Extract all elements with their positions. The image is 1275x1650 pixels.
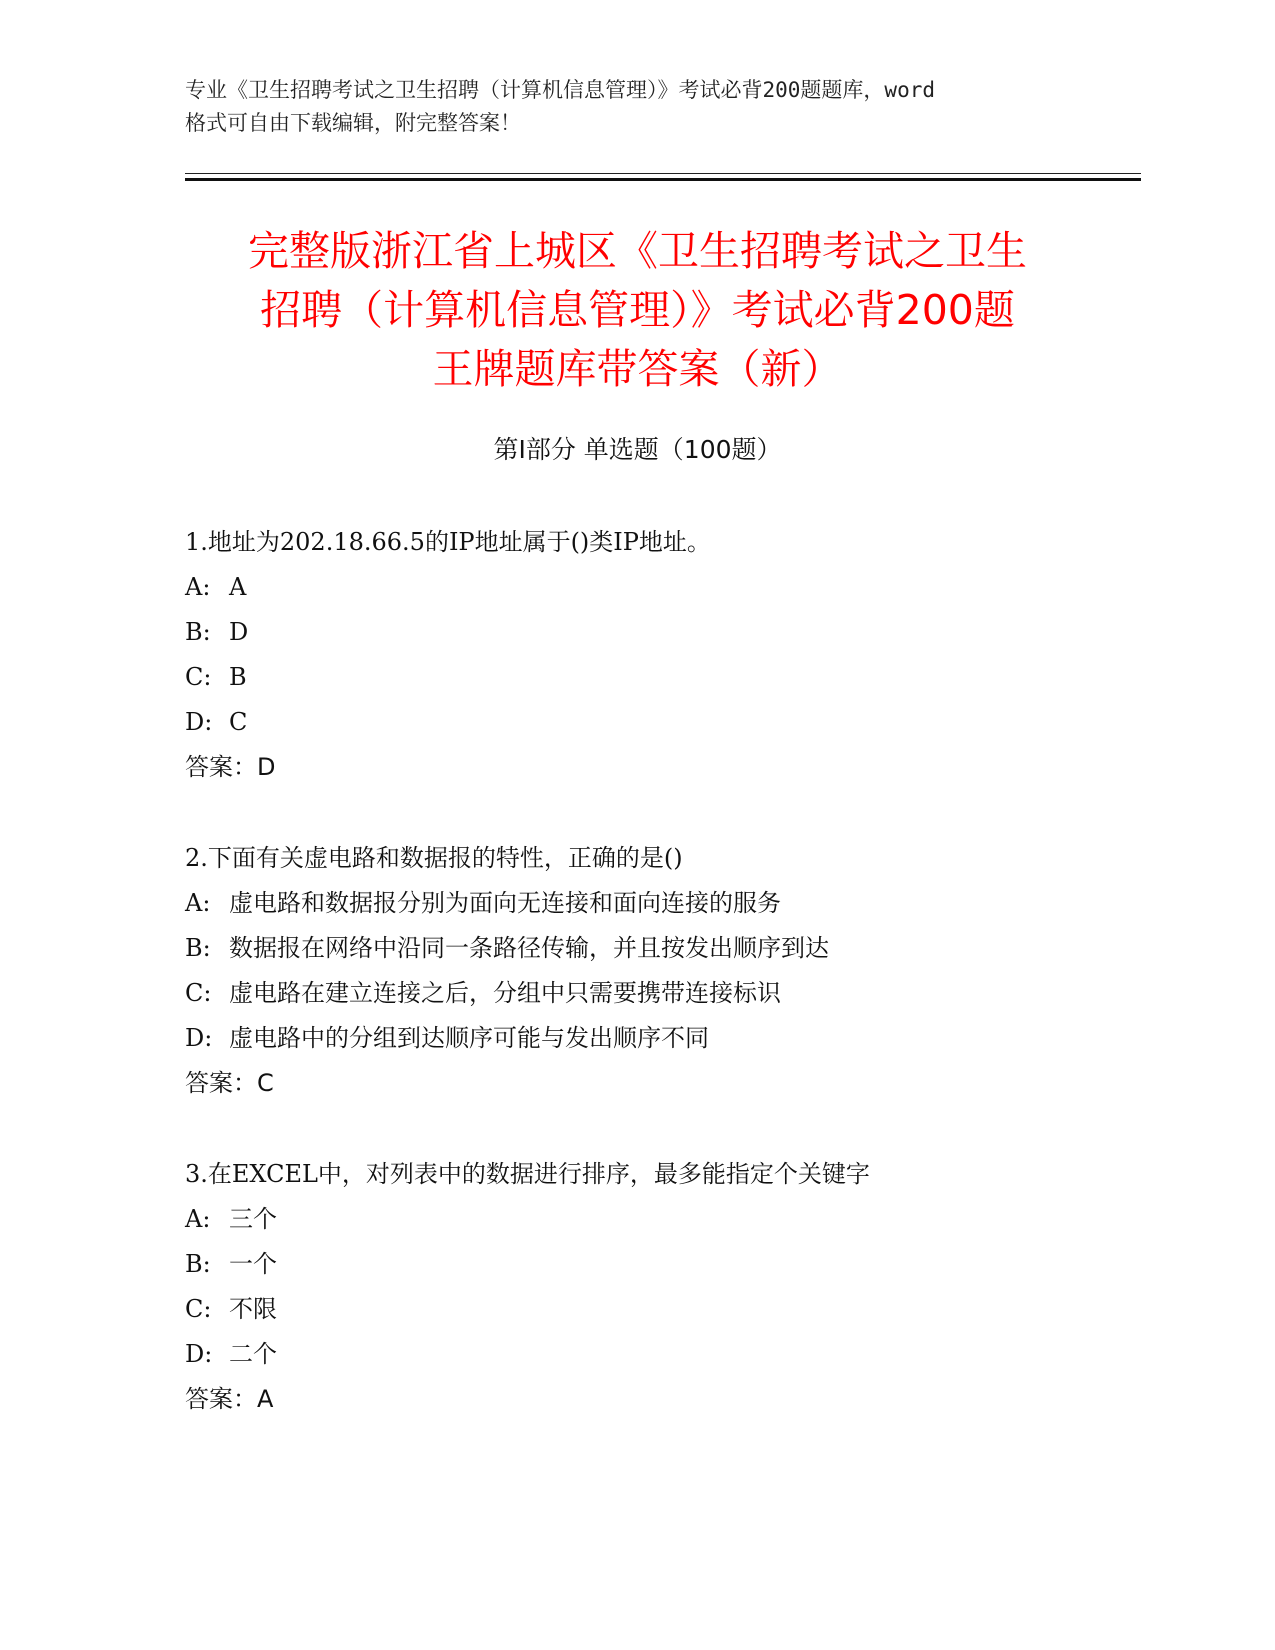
question-3 [185,1152,1135,1422]
option-text: 虚电路中的分组到达顺序可能与发出顺序不同 [229,1024,709,1052]
question-stem: 3.在EXCEL中，对列表中的数据进行排序，最多能指定个关键字 [185,1160,870,1188]
question-list [185,520,1135,1468]
option-c [185,1287,1135,1332]
answer: 答案：A [185,1385,274,1413]
option-text: 数据报在网络中沿同一条路径传输，并且按发出顺序到达 [229,934,829,962]
option-text: A [229,573,247,601]
option-c [185,655,1135,700]
question-2 [185,836,1135,1106]
section-heading: 第Ⅰ部分 单选题（100题） [493,435,782,464]
option-label: A: [185,1205,211,1233]
option-label: D: [185,1024,213,1052]
option-label: B: [185,618,211,646]
document-title [120,222,1155,399]
option-label: C: [185,663,212,691]
question-1 [185,520,1135,790]
option-text: 虚电路和数据报分别为面向无连接和面向连接的服务 [229,889,781,917]
option-label: C: [185,979,212,1007]
answer: 答案：D [185,753,276,781]
option-label: B: [185,1250,211,1278]
header-divider-thin [185,173,1141,174]
option-text: 二个 [229,1340,277,1368]
option-a [185,565,1135,610]
option-label: D: [185,708,213,736]
question-stem: 2.下面有关虚电路和数据报的特性，正确的是() [185,844,683,872]
option-text: B [229,663,247,691]
option-a [185,1197,1135,1242]
option-b [185,926,1135,971]
option-label: C: [185,1295,212,1323]
option-d [185,1016,1135,1061]
option-d [185,1332,1135,1377]
header-divider-thick [185,178,1141,181]
option-label: A: [185,889,211,917]
option-d [185,700,1135,745]
option-text: D [229,618,249,646]
option-b [185,610,1135,655]
option-label: D: [185,1340,213,1368]
header-note-line-2: 格式可自由下载编辑，附完整答案！ [185,111,521,135]
question-stem: 1.地址为202.18.66.5的IP地址属于()类IP地址。 [185,528,711,556]
option-text: 一个 [229,1250,277,1278]
option-text: 不限 [229,1295,277,1323]
option-b [185,1242,1135,1287]
header-note-line-1: 专业《卫生招聘考试之卫生招聘（计算机信息管理）》考试必背200题题库，word [185,78,935,102]
title-line-2: 招聘（计算机信息管理）》考试必背200题 [260,286,1015,334]
option-c [185,971,1135,1016]
title-line-1: 完整版浙江省上城区《卫生招聘考试之卫生 [248,227,1027,275]
answer: 答案：C [185,1069,274,1097]
option-text: C [229,708,248,736]
option-text: 虚电路在建立连接之后，分组中只需要携带连接标识 [229,979,781,1007]
header-note [185,74,1085,140]
title-line-3: 王牌题库带答案（新） [432,345,843,393]
option-a [185,881,1135,926]
option-label: A: [185,573,211,601]
option-text: 三个 [229,1205,277,1233]
option-label: B: [185,934,211,962]
